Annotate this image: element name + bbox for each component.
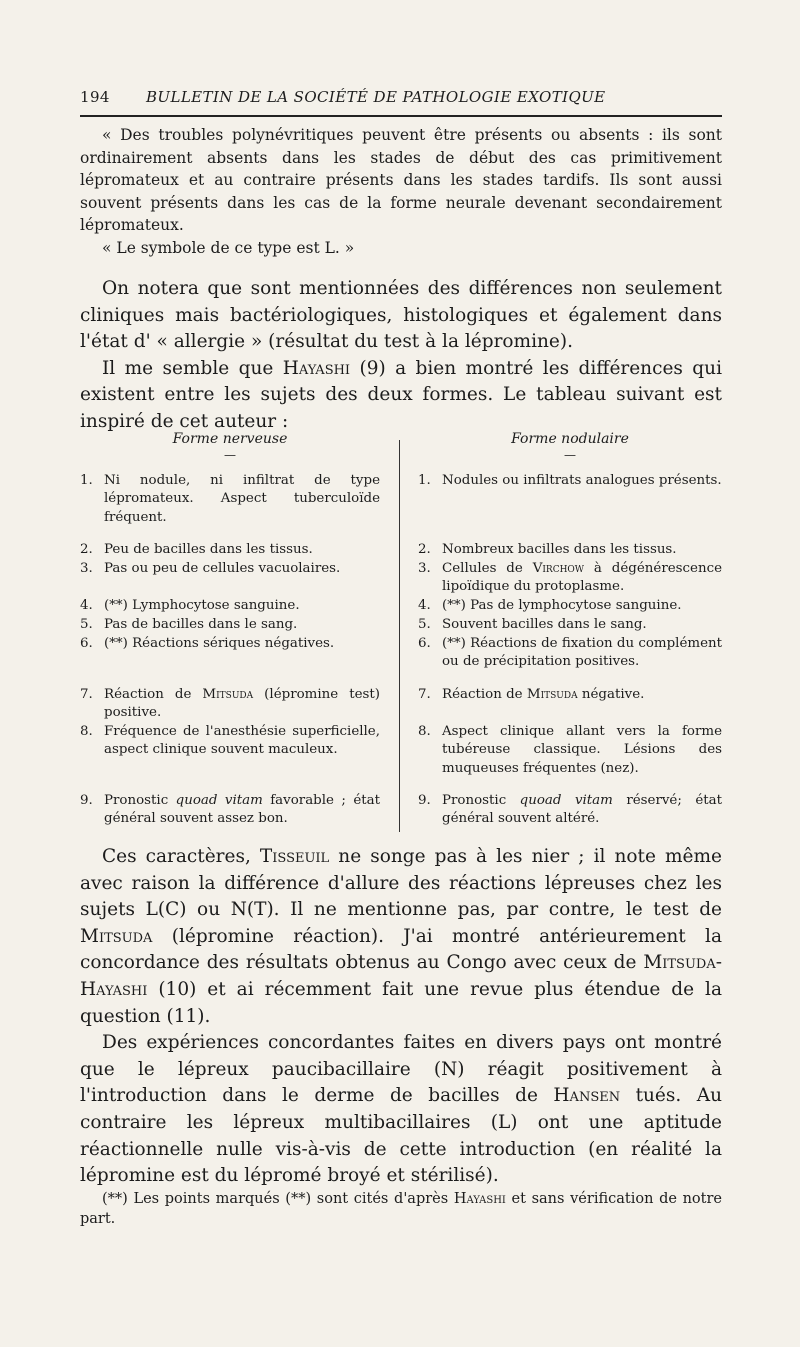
left-item-1 bbox=[80, 472, 380, 527]
right-item-6 bbox=[418, 635, 722, 672]
item-latin-phrase: quoad vitam bbox=[175, 793, 263, 808]
item-text-end: réservé; état général souvent altéré. bbox=[442, 793, 723, 827]
item-number: 7. bbox=[80, 687, 93, 702]
author-mitsuda-hayashi: Mitsuda-Hayashi bbox=[80, 952, 722, 1000]
item-text: Souvent bacilles dans le sang. bbox=[442, 617, 647, 632]
item-text: Pas de bacilles dans le sang. bbox=[104, 617, 298, 632]
item-author-name: Virchow bbox=[532, 561, 585, 576]
item-text-start: Pronostic bbox=[104, 793, 176, 808]
body-p1-a: Ces caractères, bbox=[102, 846, 260, 867]
quote-paragraph-1: « Des troubles polynévritiques peuvent être présents ou absents : ils sont ordinairement absents dans les stades de début des cas primitivement lépromateux et au contraire présents dans les stades tardifs. Ils sont aussi souvent présents dans les cas de la forme neurale devenant secondairement lépromateux. bbox=[80, 126, 722, 234]
header-dash-left: — bbox=[224, 448, 236, 463]
item-number: 2. bbox=[80, 542, 93, 557]
page-number: 194 bbox=[80, 88, 110, 106]
journal-title: BULLETIN DE LA SOCIÉTÉ DE PATHOLOGIE EXOTIQUE bbox=[146, 88, 606, 106]
item-number: 9. bbox=[80, 793, 93, 808]
author-hayashi: Hayashi bbox=[282, 357, 351, 379]
column-forme-nerveuse bbox=[80, 430, 381, 827]
body-paragraph-2 bbox=[80, 1030, 722, 1190]
item-text: Aspect clinique allant vers la forme tubéreuse classique. Lésions des muqueuses fréquentes (nez). bbox=[442, 724, 722, 776]
item-text: Ni nodule, ni infiltrat de type lépromateux. Aspect tuberculoïde fréquent. bbox=[104, 473, 380, 525]
intro-p2-start: Il me semble que bbox=[102, 357, 283, 379]
footnote bbox=[80, 1189, 722, 1229]
item-text: (**) Pas de lymphocytose sanguine. bbox=[442, 598, 682, 613]
column-header-right: Forme nodulaire bbox=[511, 431, 629, 447]
item-number: 7. bbox=[418, 687, 431, 702]
item-text-start: Cellules de bbox=[442, 561, 533, 576]
intro-text bbox=[80, 276, 722, 435]
column-forme-nodulaire bbox=[418, 430, 723, 827]
column-header-left: Forme nerveuse bbox=[172, 431, 288, 447]
intro-paragraph-1: On notera que sont mentionnées des différences non seulement cliniques mais bactériologiques, histologiques et également dans l'état d' « allergie » (résultat du test à la lépromine). bbox=[80, 278, 722, 352]
item-author-name: Mitsuda bbox=[202, 687, 254, 702]
item-number: 4. bbox=[418, 598, 431, 613]
body-p2-a: Des expériences concordantes faites en divers pays ont montré que le lépreux paucibacillaire (N) réagit positivement à l'introduction dans le derme de bacilles de bbox=[80, 1032, 722, 1107]
author-tisseuil: Tisseuil bbox=[259, 846, 330, 867]
left-item-5 bbox=[80, 616, 380, 634]
intro-p2-end: (9) a bien montré les différences qui existent entre les sujets des deux formes. Le tableau suivant est inspiré de cet auteur : bbox=[80, 357, 722, 432]
item-text: Nombreux bacilles dans les tissus. bbox=[442, 542, 677, 557]
left-item-8 bbox=[80, 723, 380, 760]
header-rule bbox=[80, 115, 722, 117]
body-p2-b: tués. Au contraire les lépreux multibacillaires (L) ont une aptitude réactionnelle nulle vis-à-vis de cette introduction (en réalité la lépromine est du lépromé broyé et stérilisé). bbox=[80, 1085, 722, 1187]
item-text: Nodules ou infiltrats analogues présents. bbox=[442, 473, 722, 488]
left-item-4 bbox=[80, 597, 380, 615]
item-text: Fréquence de l'anesthésie superficielle, aspect clinique souvent maculeux. bbox=[104, 724, 380, 758]
item-text-end: (lépromine test) positive. bbox=[104, 687, 380, 721]
item-text: Pas ou peu de cellules vacuolaires. bbox=[104, 561, 341, 576]
right-item-1 bbox=[418, 472, 722, 490]
item-text bbox=[104, 686, 380, 723]
right-item-8 bbox=[418, 723, 722, 778]
item-text: (**) Lymphocytose sanguine. bbox=[104, 598, 300, 613]
right-item-7 bbox=[418, 686, 722, 704]
item-text-end: à dégénérescence lipoïdique du protoplasme. bbox=[442, 561, 722, 595]
item-text-start: Réaction de bbox=[104, 687, 203, 702]
footnote-author: Hayashi bbox=[453, 1191, 506, 1207]
item-text-start: Pronostic bbox=[442, 793, 520, 808]
column-divider bbox=[399, 440, 400, 832]
item-text bbox=[442, 686, 722, 704]
item-number: 4. bbox=[80, 598, 93, 613]
item-text bbox=[442, 560, 722, 597]
body-p1-c: (lépromine réaction). J'ai montré antérieurement la concordance des résultats obtenus au Congo avec ceux de bbox=[80, 925, 722, 974]
item-number: 6. bbox=[80, 636, 93, 651]
item-number: 1. bbox=[80, 473, 93, 488]
item-text: (**) Réactions de fixation du complément ou de précipitation positives. bbox=[442, 636, 723, 670]
left-item-9 bbox=[80, 792, 380, 829]
item-number: 5. bbox=[80, 617, 93, 632]
item-number: 1. bbox=[418, 473, 431, 488]
item-number: 2. bbox=[418, 542, 431, 557]
item-text-end: négative. bbox=[577, 687, 645, 702]
item-text-start: Réaction de bbox=[442, 687, 527, 702]
header-dash-right: — bbox=[564, 448, 576, 463]
quote-paragraph-2: « Le symbole de ce type est L. » bbox=[102, 238, 355, 257]
item-text bbox=[104, 792, 380, 829]
quotation-block bbox=[80, 124, 722, 259]
author-hansen: Hansen bbox=[553, 1085, 621, 1107]
item-number: 9. bbox=[418, 793, 431, 808]
body-p1-d: (10) et ai récemment fait une revue plus étendue de la question (11). bbox=[80, 978, 722, 1027]
item-text bbox=[442, 792, 722, 829]
left-item-3 bbox=[80, 560, 380, 578]
footnote-b: et sans vérification de notre part. bbox=[80, 1191, 723, 1227]
right-item-3 bbox=[418, 560, 722, 597]
item-latin-phrase: quoad vitam bbox=[519, 793, 613, 808]
body-paragraph-1 bbox=[80, 844, 722, 1030]
item-author-name: Mitsuda bbox=[526, 687, 578, 702]
body-text bbox=[80, 844, 722, 1190]
footnote-a: (**) Les points marqués (**) sont cités d'après bbox=[102, 1191, 454, 1207]
left-item-6 bbox=[80, 635, 380, 653]
right-item-2 bbox=[418, 541, 722, 559]
item-number: 6. bbox=[418, 636, 431, 651]
left-item-7 bbox=[80, 686, 380, 723]
right-item-9 bbox=[418, 792, 722, 829]
item-number: 8. bbox=[80, 724, 93, 739]
body-p1-b: ne songe pas à les nier ; il note même avec raison la différence d'allure des réactions lépreuses chez les sujets L(C) ou N(T). Il ne mentionne pas, par contre, le test de bbox=[80, 846, 722, 921]
item-number: 8. bbox=[418, 724, 431, 739]
author-mitsuda: Mitsuda bbox=[80, 925, 153, 947]
item-text-end: favorable ; état général souvent assez bon. bbox=[104, 793, 381, 827]
item-text: (**) Réactions sériques négatives. bbox=[104, 636, 335, 651]
item-text: Peu de bacilles dans les tissus. bbox=[104, 542, 313, 557]
item-number: 3. bbox=[80, 561, 93, 576]
item-number: 3. bbox=[418, 561, 431, 576]
intro-paragraph-2 bbox=[80, 356, 722, 436]
left-item-2 bbox=[80, 541, 380, 559]
right-item-4 bbox=[418, 597, 722, 615]
item-number: 5. bbox=[418, 617, 431, 632]
right-item-5 bbox=[418, 616, 722, 634]
